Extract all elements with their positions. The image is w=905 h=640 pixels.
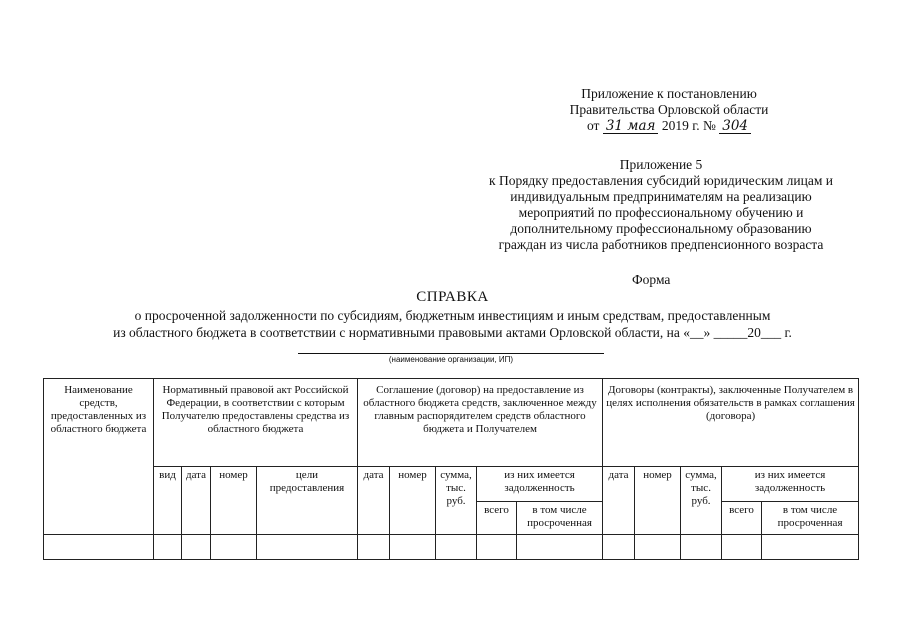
table-header-row [44, 379, 859, 467]
header-contracts: Договоры (контракты), заключенные Получателем в целях исполнения обязательств в рамках соглашения (договора) [603, 379, 859, 467]
table-cell [603, 535, 635, 560]
table-cell [681, 535, 722, 560]
report-table [43, 378, 859, 560]
header-agr-number: номер [390, 467, 436, 535]
header-agr-total: всего [477, 502, 517, 535]
header-legal-act: Нормативный правовой акт Российской Федерации, в соответствии с которым Получателю предоставлены средства из областного бюджета [154, 379, 358, 467]
appendix-5-line2: индивидуальным предпринимателям на реализацию [510, 189, 812, 204]
form-label: Форма [632, 272, 671, 287]
appendix-decree-line2: Правительства Орловской области [569, 102, 769, 117]
document-title: СПРАВКА [416, 289, 489, 305]
table-cell [154, 535, 182, 560]
header-funds-name: Наименование средств, предоставленных из областного бюджета [44, 379, 154, 535]
header-act-date: дата [182, 467, 211, 535]
appendix-5-line4: дополнительному профессиональному образованию [510, 221, 812, 236]
header-act-number: номер [211, 467, 257, 535]
table-row [44, 535, 859, 560]
handwritten-number: 304 [719, 119, 751, 134]
handwritten-date: 31 мая [603, 119, 659, 134]
header-con-total: всего [722, 502, 762, 535]
header-con-debt: из них имеется задолженность [722, 467, 859, 502]
header-agr-sum: сумма, тыс. руб. [436, 467, 477, 535]
table-cell [762, 535, 859, 560]
table-cell [517, 535, 603, 560]
header-agreement: Соглашение (договор) на предоставление из областного бюджета средств, заключенное между главным распорядителем средств областного бюджета и Получателем [358, 379, 603, 467]
header-act-purpose: цели предоставления [257, 467, 358, 535]
appendix-5-title: Приложение 5 [619, 157, 703, 172]
date-year: 2019 г. № [661, 118, 716, 133]
appendix-5-line1: к Порядку предоставления субсидий юридическим лицам и [489, 173, 833, 188]
header-agr-date: дата [358, 467, 390, 535]
header-agr-overdue: в том числе просроченная [517, 502, 603, 535]
table-cell [477, 535, 517, 560]
appendix-5-block [455, 157, 867, 253]
header-agr-debt: из них имеется задолженность [477, 467, 603, 502]
header-act-type: вид [154, 467, 182, 535]
subtitle-line2: из областного бюджета в соответствии с нормативными правовыми актами Орловской области, на «__» _____20___ г. [113, 325, 792, 340]
appendix-5-line3: мероприятий по профессиональному обучению и [518, 205, 804, 220]
header-con-sum: сумма, тыс. руб. [681, 467, 722, 535]
header-con-date: дата [603, 467, 635, 535]
organization-caption: (наименование организации, ИП) [388, 355, 514, 364]
appendix-decree-block [540, 86, 798, 134]
subtitle-line1: о просроченной задолженности по субсидиям, бюджетным инвестициям и иным средствам, предоставленным [134, 308, 771, 323]
table-cell [211, 535, 257, 560]
table-cell [722, 535, 762, 560]
table-cell [358, 535, 390, 560]
appendix-decree-line1: Приложение к постановлению [581, 86, 757, 101]
table-cell [436, 535, 477, 560]
date-prefix: от [586, 118, 600, 133]
table-subheader-row [44, 467, 859, 502]
table-cell [44, 535, 154, 560]
header-con-number: номер [635, 467, 681, 535]
table-cell [257, 535, 358, 560]
appendix-decree-date-line [540, 118, 798, 134]
appendix-5-line5: граждан из числа работников предпенсионного возраста [498, 237, 824, 252]
table-cell [390, 535, 436, 560]
table-cell [635, 535, 681, 560]
organization-name-line [298, 353, 604, 354]
header-con-overdue: в том числе просроченная [762, 502, 859, 535]
table-cell [182, 535, 211, 560]
